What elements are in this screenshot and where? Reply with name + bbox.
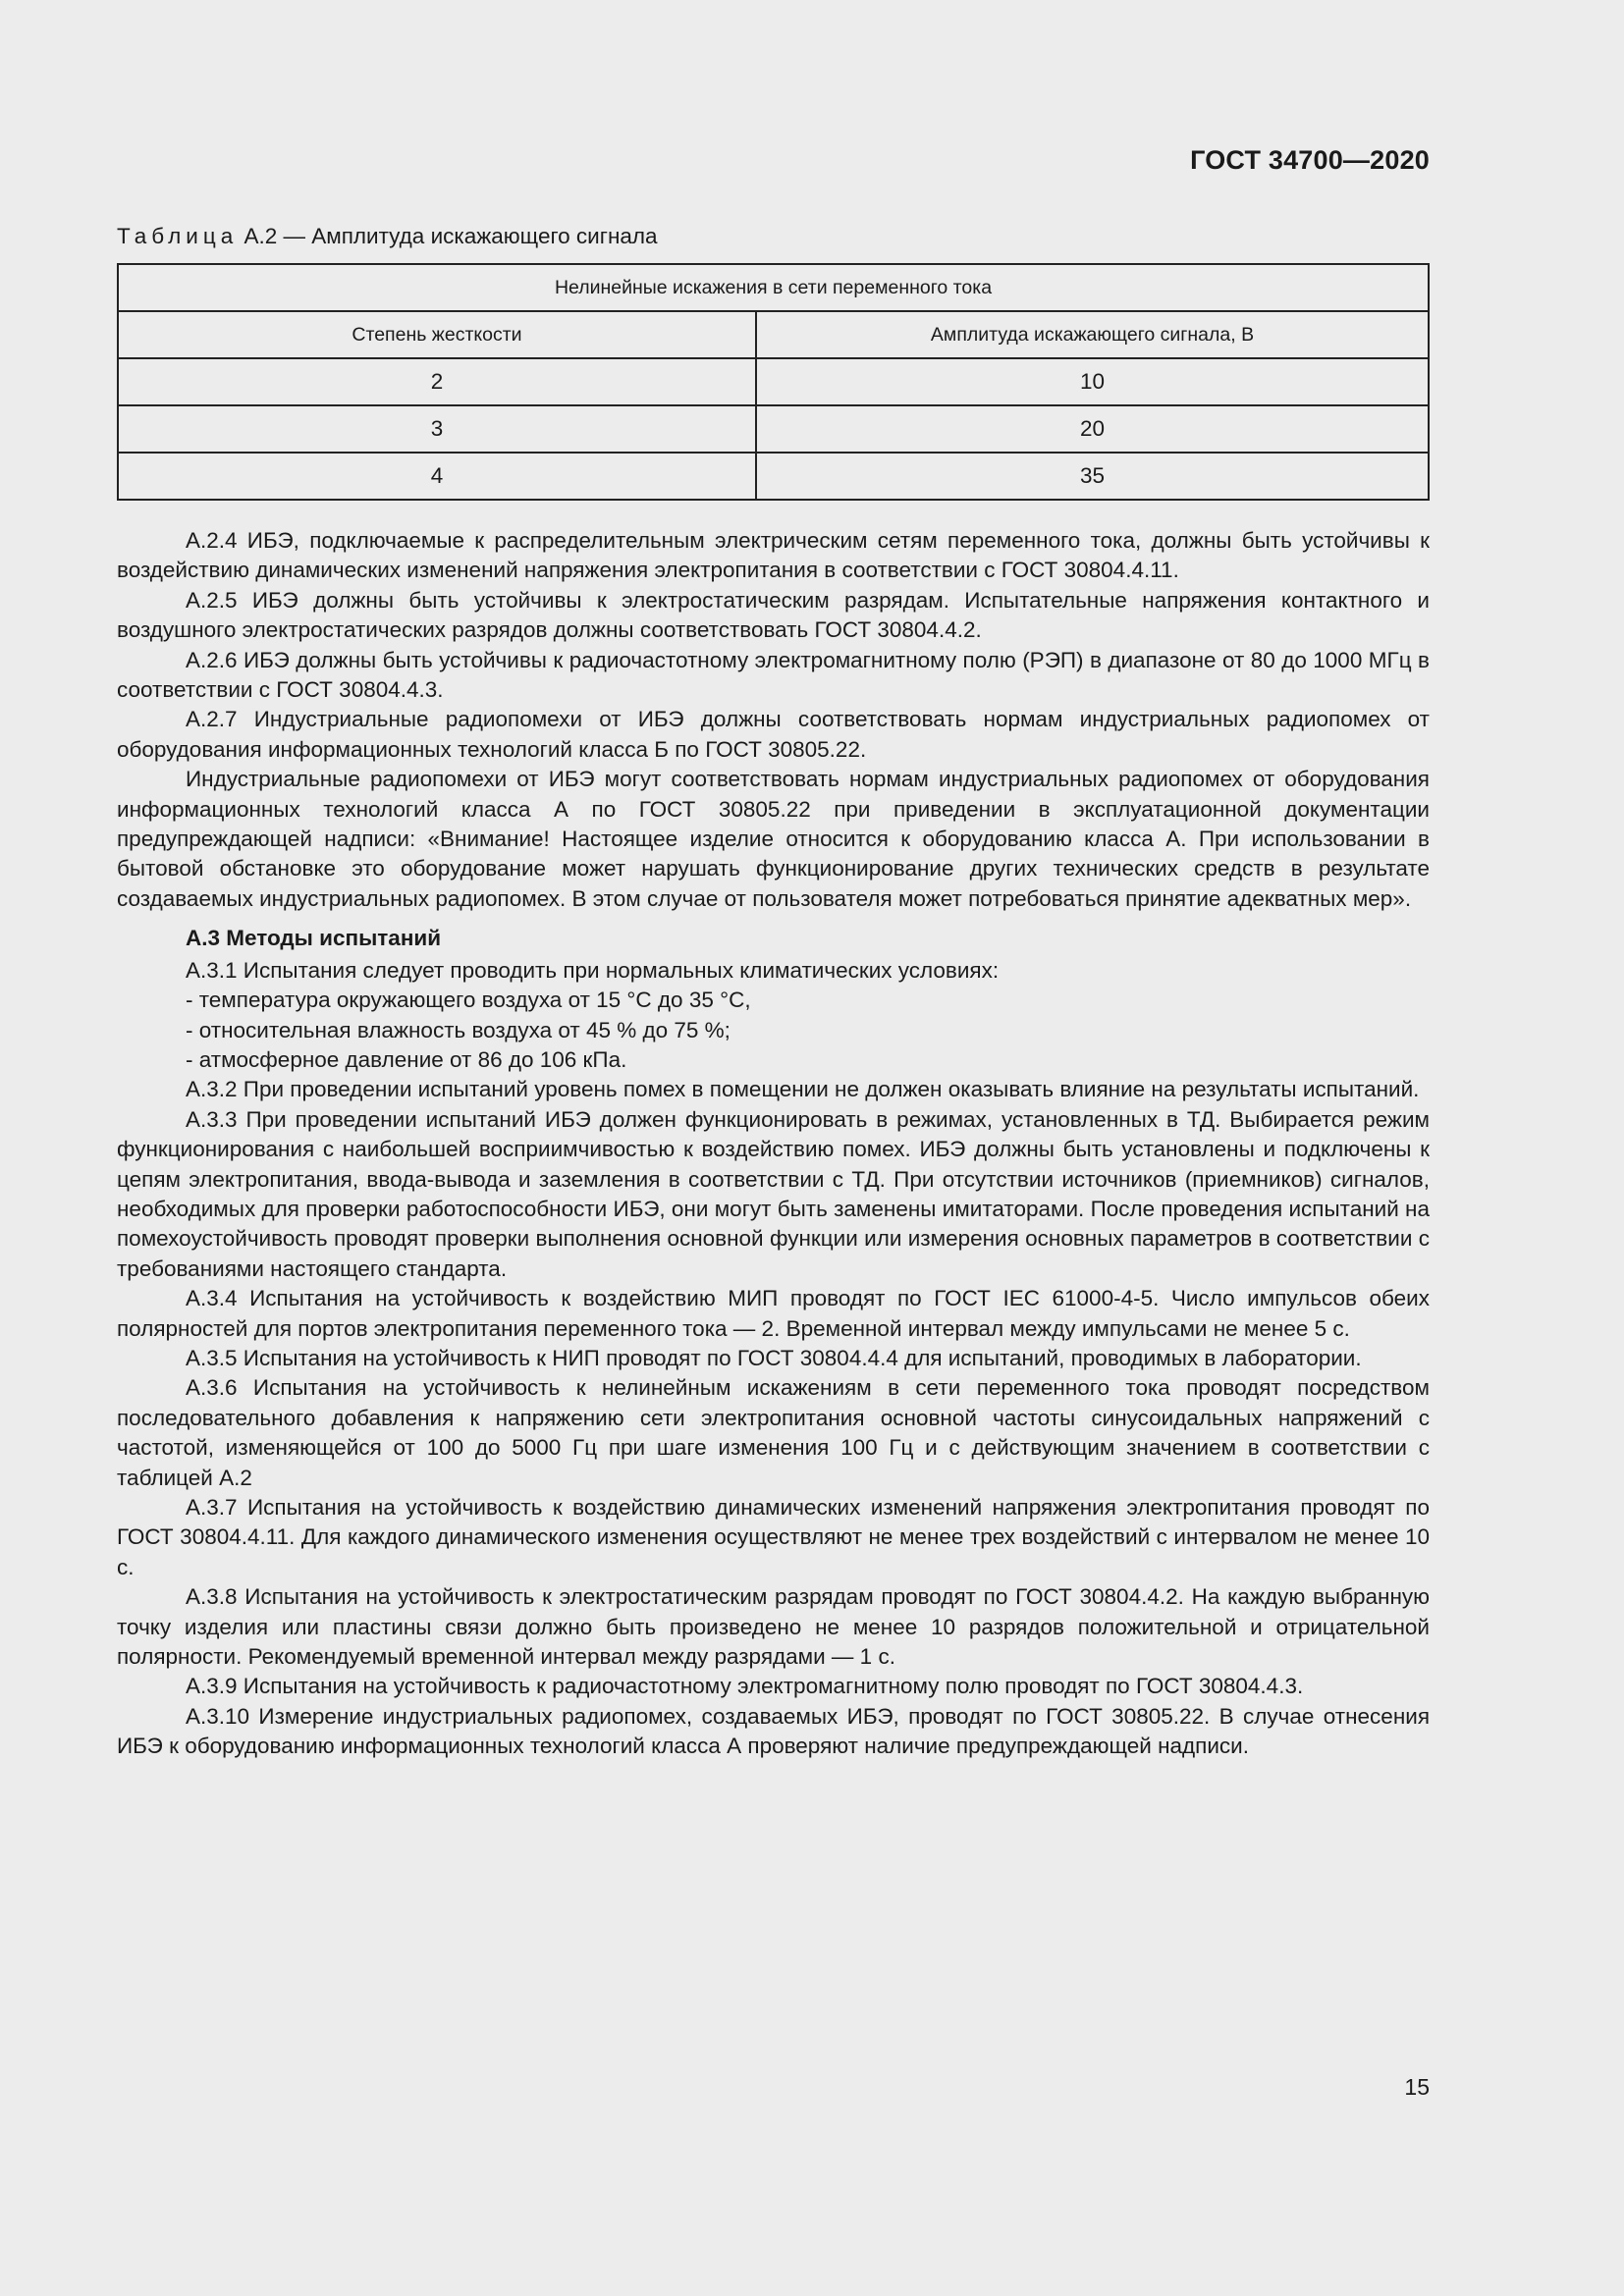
paragraph-a-3-3: А.3.3 При проведении испытаний ИБЭ должен функционировать в режимах, установленных в ТД. Выбирается режим функционирования с наибольшей восприимчивостью к воздействию помех. ИБЭ должны быть установлены и подключены к цепям электропитания, ввода-вывода и заземления в соответствии с ТД. При отсутствии источников (приемников) сигналов, необходимых для проверки работоспособности ИБЭ, они могут быть заменены имитаторами. После проведения испытаний на помехоустойчивость проводят проверки выполнения основной функции или измерения основных параметров в соответствии с требованиями настоящего стандарта. (117, 1106, 1430, 1281)
paragraph-a-3-4: А.3.4 Испытания на устойчивость к воздействию МИП проводят по ГОСТ IEC 61000-4-5. Число импульсов обеих полярностей для портов электропитания переменного тока — 2. Временной интервал между импульсами не менее 5 с. (117, 1286, 1430, 1341)
table-cell: 4 (118, 453, 756, 500)
list-item: - температура окружающего воздуха от 15 °С до 35 °С, (186, 988, 751, 1013)
paragraph-a-3-9: А.3.9 Испытания на устойчивость к радиочастотному электромагнитному полю проводят по ГОСТ 30804.4.3. (186, 1674, 1304, 1699)
table-row (118, 405, 1429, 453)
table-caption (117, 224, 1430, 249)
table-cell: 2 (118, 358, 756, 405)
paragraph-a-3-10: А.3.10 Измерение индустриальных радиопомех, создаваемых ИБЭ, проводят по ГОСТ 30805.22. В случае отнесения ИБЭ к оборудованию информационных технологий класса А проверяют наличие предупреждающей надписи. (117, 1703, 1430, 1759)
table-cell: 10 (756, 358, 1429, 405)
paragraph-a-2-7-continued: Индустриальные радиопомехи от ИБЭ могут соответствовать нормам индустриальных радиопомех от оборудования информационных технологий класса А по ГОСТ 30805.22 при приведении в эксплуатационной документации предупреждающей надписи: «Внимание! Настоящее изделие относится к оборудованию класса А. При использовании в бытовой обстановке это оборудование может нарушать функционирование других технических средств в результате создаваемых индустриальных радиопомех. В этом случае от пользователя может потребоваться принятие адекватных мер». (117, 767, 1430, 911)
table-title-cell: Нелинейные искажения в сети переменного тока (118, 264, 1429, 311)
paragraph-a-2-6: А.2.6 ИБЭ должны быть устойчивы к радиочастотному электромагнитному полю (РЭП) в диапазоне от 80 до 1000 МГц в соответствии с ГОСТ 30804.4.3. (117, 647, 1430, 703)
table-header-cell: Степень жесткости (118, 311, 756, 358)
paragraph-a-3-6: А.3.6 Испытания на устойчивость к нелинейным искажениям в сети переменного тока проводят посредством последовательного добавления к напряжению сети электропитания основной частоты синусоидальных напряжений с частотой, изменяющейся от 100 до 5000 Гц при шаге изменения 100 Гц и с действующим значением в соответствии с таблицей А.2 (117, 1375, 1430, 1490)
paragraph-a-3-8: А.3.8 Испытания на устойчивость к электростатическим разрядам проводят по ГОСТ 30804.4.2. На каждую выбранную точку изделия или пластины связи должно быть произведено не менее 10 разрядов положительной и отрицательной полярности. Рекомендуемый временной интервал между разрядами — 1 с. (117, 1584, 1430, 1670)
body-text (117, 526, 1430, 1762)
table-row (118, 453, 1429, 500)
table-row (118, 358, 1429, 405)
paragraph-a-3-5: А.3.5 Испытания на устойчивость к НИП проводят по ГОСТ 30804.4.4 для испытаний, проводимых в лаборатории. (186, 1345, 1362, 1370)
page-content (117, 224, 1430, 1762)
paragraph-a-2-5: А.2.5 ИБЭ должны быть устойчивы к электростатическим разрядам. Испытательные напряжения контактного и воздушного электростатических разрядов должны соответствовать ГОСТ 30804.4.2. (117, 587, 1430, 643)
table-cell: 35 (756, 453, 1429, 500)
list-item: - относительная влажность воздуха от 45 % до 75 %; (186, 1017, 731, 1042)
table-caption-text: А.2 — Амплитуда искажающего сигнала (238, 224, 658, 248)
paragraph-a-3-1: А.3.1 Испытания следует проводить при нормальных климатических условиях: (186, 957, 1000, 983)
table-cell: 3 (118, 405, 756, 453)
table-header-row (118, 311, 1429, 358)
table-header-cell: Амплитуда искажающего сигнала, В (756, 311, 1429, 358)
page-number: 15 (1404, 2074, 1430, 2100)
section-heading-a-3: А.3 Методы испытаний (186, 926, 442, 951)
paragraph-a-3-2: А.3.2 При проведении испытаний уровень помех в помещении не должен оказывать влияние на результаты испытаний. (186, 1077, 1420, 1102)
paragraph-a-3-7: А.3.7 Испытания на устойчивость к воздействию динамических изменений напряжения электропитания проводят по ГОСТ 30804.4.11. Для каждого динамического изменения осуществляют не менее трех воздействий с интервалом не менее 10 с. (117, 1495, 1430, 1579)
list-item: - атмосферное давление от 86 до 106 кПа. (186, 1046, 627, 1072)
paragraph-a-2-7: А.2.7 Индустриальные радиопомехи от ИБЭ должны соответствовать нормам индустриальных радиопомех от оборудования информационных технологий класса Б по ГОСТ 30805.22. (117, 707, 1430, 762)
document-id: ГОСТ 34700—2020 (1190, 145, 1430, 175)
table-cell: 20 (756, 405, 1429, 453)
amplitude-table (117, 263, 1430, 501)
paragraph-a-2-4: А.2.4 ИБЭ, подключаемые к распределительным электрическим сетям переменного тока, должны быть устойчивы к воздействию динамических изменений напряжения электропитания в соответствии с ГОСТ 30804.4.11. (117, 528, 1430, 583)
table-title-row (118, 264, 1429, 311)
table-caption-label: Таблица (117, 224, 239, 248)
